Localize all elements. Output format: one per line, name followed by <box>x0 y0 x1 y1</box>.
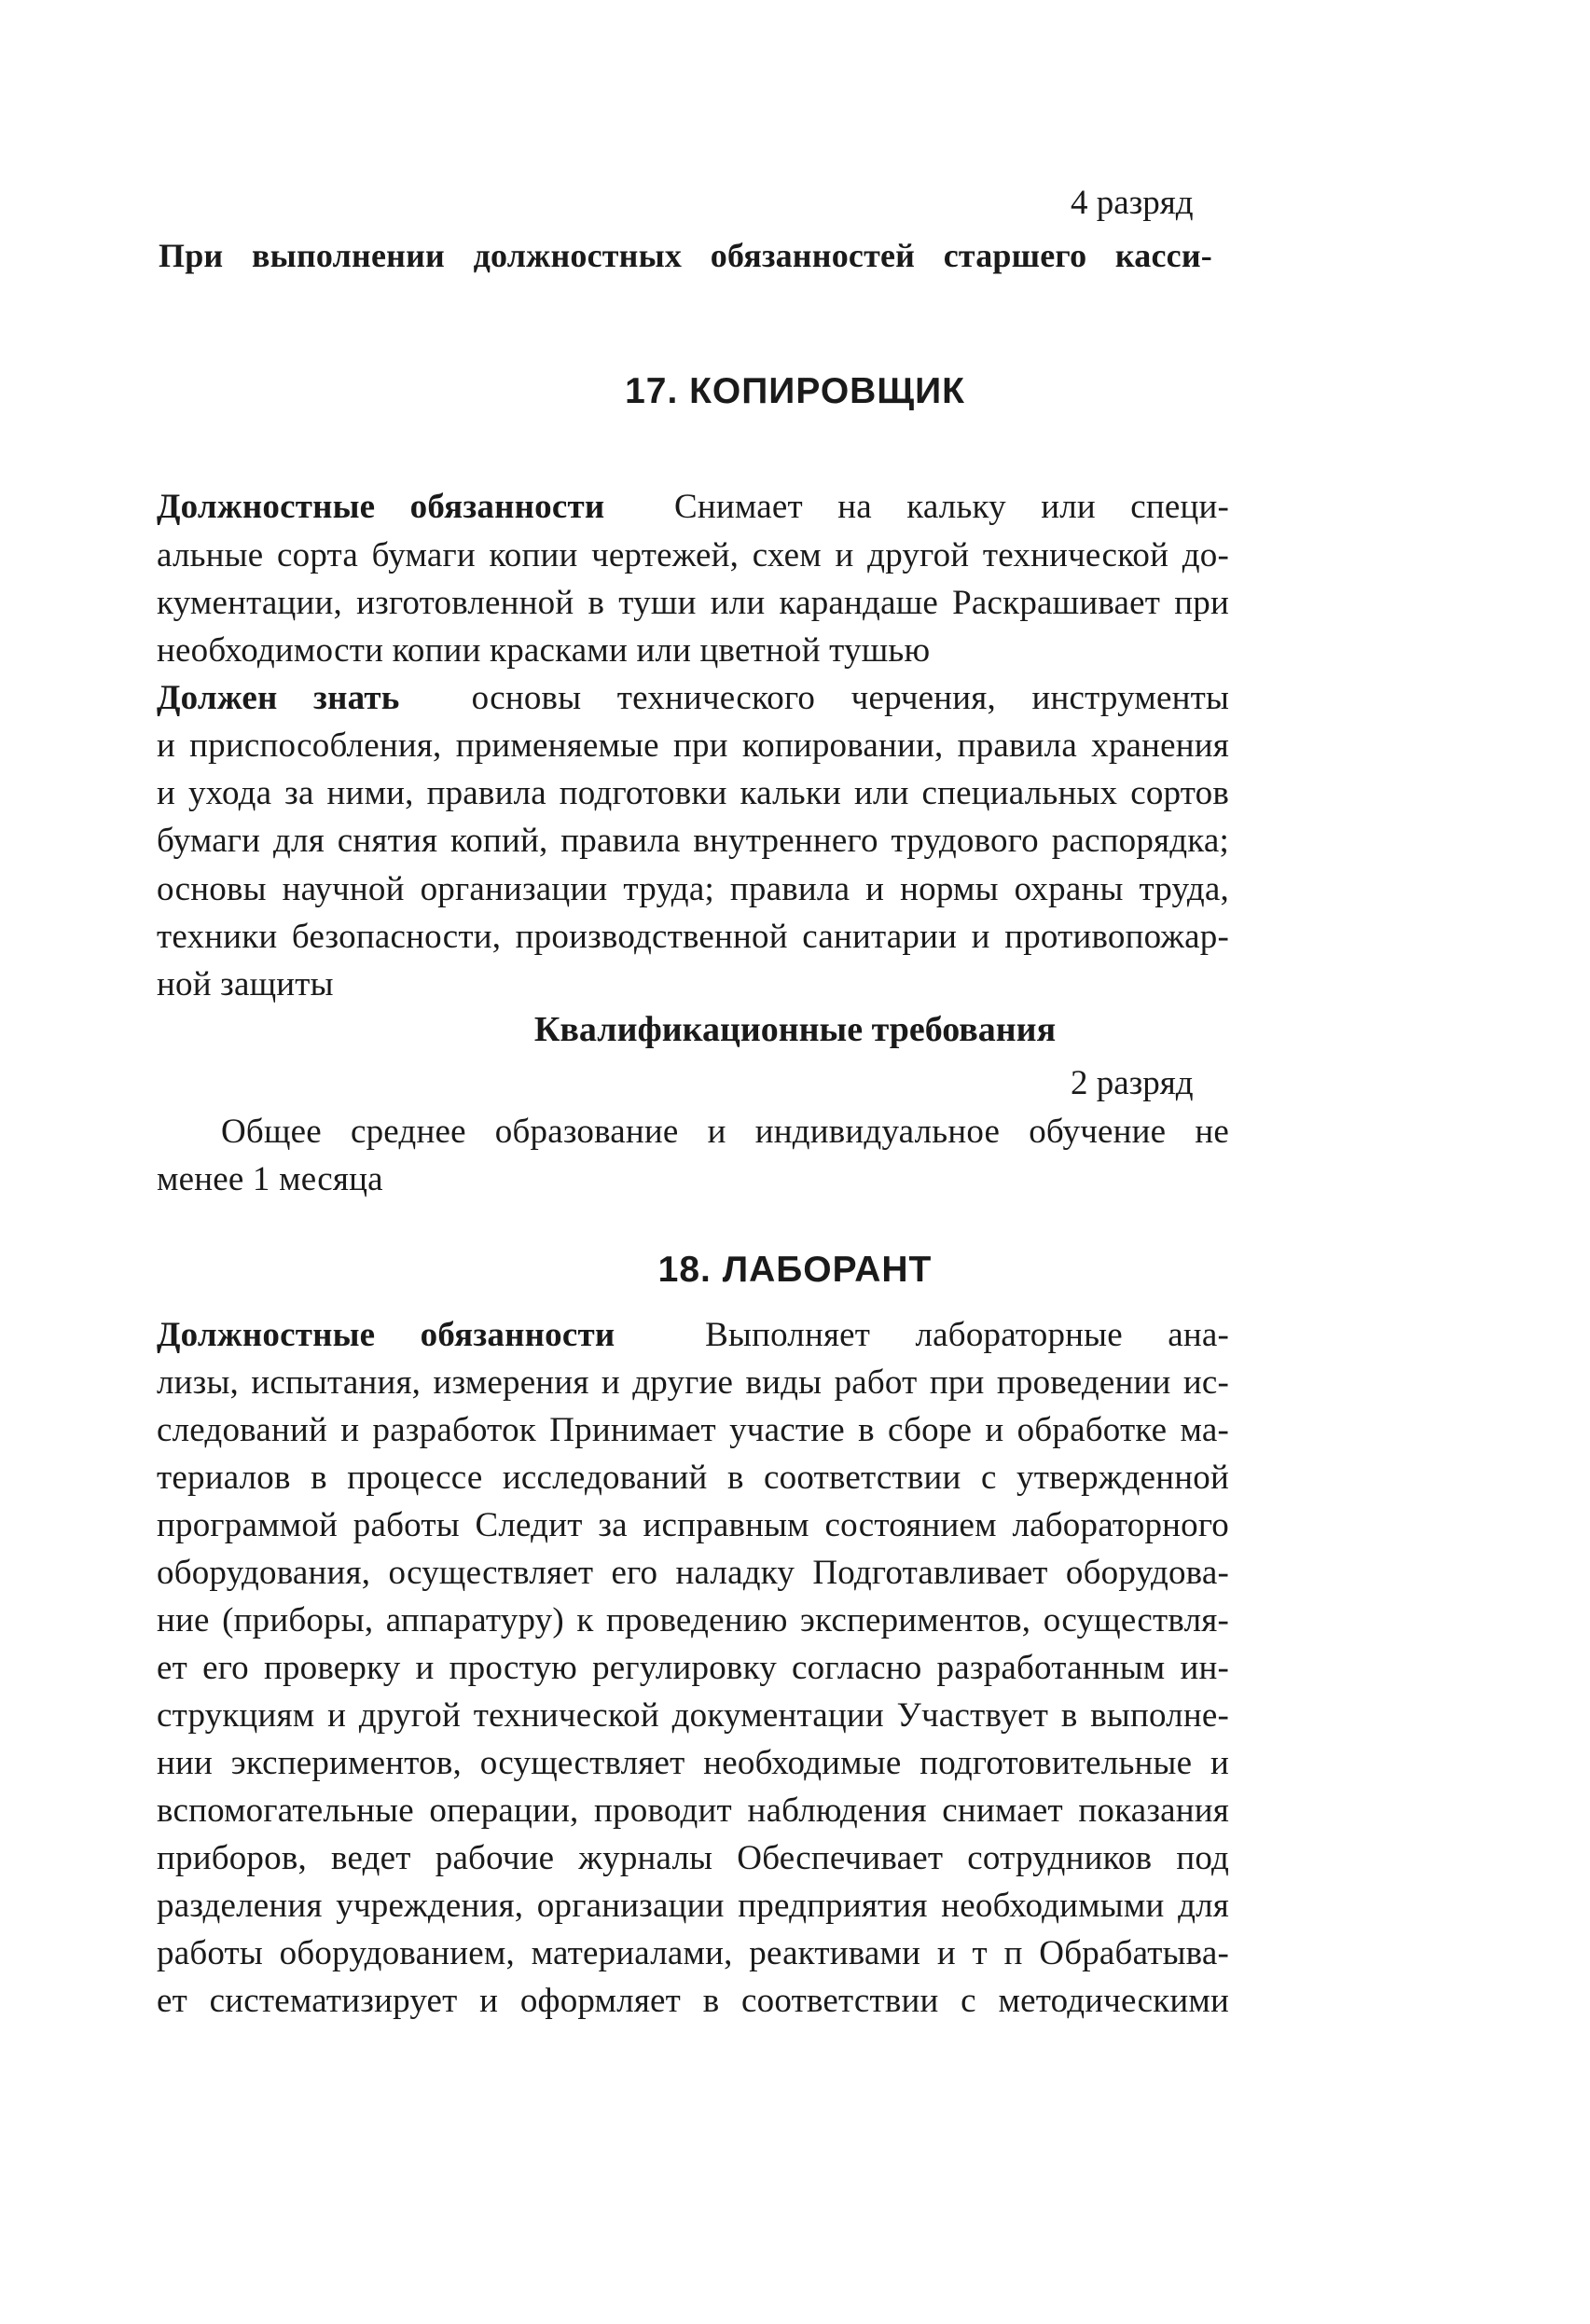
s17-know-line-1: Должен знать основы технического черчения, инструменты <box>157 679 1230 717</box>
grade-4: 4 разряд <box>1071 184 1194 222</box>
s18-duties-line: ние (приборы, аппаратуру) к проведению экспериментов, осуществля- <box>157 1601 1229 1639</box>
s18-duties-line-1: Должностные обязанности Выполняет лабораторные ана- <box>157 1316 1229 1354</box>
s17-know-label: Должен знать <box>157 679 400 717</box>
s17-duties-line: необходимости копии красками или цветной тушью <box>157 631 931 670</box>
s18-duties-label: Должностные обязанности <box>157 1316 615 1354</box>
s18-duties-line: следований и разработок Принимает участие в сборе и обработке ма- <box>157 1411 1229 1449</box>
section-17-title: 17. КОПИРОВЩИК <box>625 371 965 411</box>
s18-duties-line: разделения учреждения, организации предприятия необходимыми для <box>157 1887 1229 1925</box>
s18-duties-line: работы оборудованием, материалами, реактивами и т п Обрабатыва- <box>157 1934 1229 1972</box>
s17-know-line: бумаги для снятия копий, правила внутреннего трудового распорядка; <box>157 822 1229 860</box>
s18-duties-line: программой работы Следит за исправным состоянием лабораторного <box>157 1506 1229 1544</box>
s17-duties-label: Должностные обязанности <box>157 488 605 526</box>
s18-duties-line: вспомогательные операции, проводит наблюдения снимает показания <box>157 1791 1229 1830</box>
s18-duties-line: струкциям и другой технической документации Участвует в выполне- <box>157 1696 1229 1735</box>
s17-qual-line: Общее среднее образование и индивидуальное обучение не <box>221 1113 1229 1151</box>
s18-duties-line: ет систематизирует и оформляет в соответствии с методическими <box>157 1982 1229 2020</box>
s18-duties-line: ет его проверку и простую регулировку согласно разработанным ин- <box>157 1649 1229 1687</box>
s18-duties-line: приборов, ведет рабочие журналы Обеспечивает сотрудников под <box>157 1839 1229 1877</box>
s17-know-line: техники безопасности, производственной санитарии и противопожар- <box>157 918 1229 956</box>
s17-know-line: и ухода за ними, правила подготовки кальки или специальных сортов <box>157 774 1229 812</box>
grade-2: 2 разряд <box>1071 1064 1194 1102</box>
section-18-title: 18. ЛАБОРАНТ <box>657 1250 933 1290</box>
s18-duties-line: оборудования, осуществляет его наладку Подготавливает оборудова- <box>157 1554 1229 1592</box>
s17-know-line: и приспособления, применяемые при копировании, правила хранения <box>157 726 1229 765</box>
s17-duties-line: альные сорта бумаги копии чертежей, схем и другой технической до- <box>157 536 1229 574</box>
s18-duties-line: лизы, испытания, измерения и другие виды работ при проведении ис- <box>157 1363 1229 1402</box>
s17-qual-line: менее 1 месяца <box>157 1160 383 1198</box>
s17-know-line: основы научной организации труда; правила и нормы охраны труда, <box>157 870 1229 908</box>
s17-duties-line-1: Должностные обязанности Снимает на кальку или специ- <box>157 488 1229 526</box>
s17-know-line: ной защиты <box>157 965 334 1003</box>
s17-duties-line: кументации, изготовленной в туши или карандаше Раскрашивает при <box>157 584 1229 622</box>
s18-duties-line: нии экспериментов, осуществляет необходимые подготовительные и <box>157 1744 1229 1782</box>
s17-qualification-heading: Квалификационные требования <box>533 1010 1057 1049</box>
s18-duties-line: териалов в процессе исследований в соответствии с утвержденной <box>157 1459 1229 1497</box>
previous-text-line: При выполнении должностных обязанностей старшего касси- <box>159 237 1212 274</box>
